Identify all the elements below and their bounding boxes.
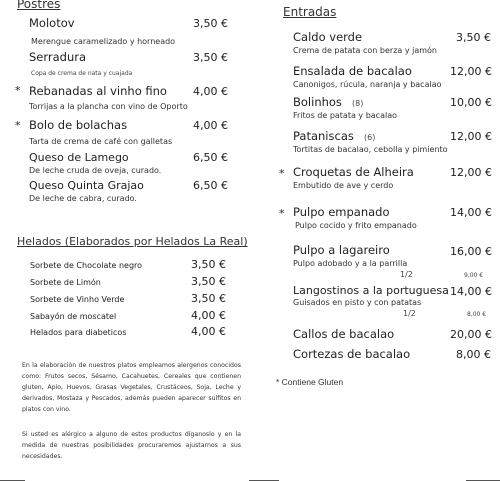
menu-item-price: 3,50 € [193,51,228,64]
helado-price: 4,00 € [191,325,226,338]
menu-item-desc: De leche cruda de oveja, curado. [29,166,162,175]
menu-item-price: 12,00 € [450,130,492,143]
half-portion-price: 9,00 € [464,272,484,279]
helado-price: 3,50 € [191,275,226,288]
gluten-footnote: * Contiene Gluten [276,377,344,387]
menu-item-desc: Canonigos, rúcula, naranja y bacalao [293,80,442,89]
menu-item-count: (6) [364,133,376,142]
menu-item-name: Pulpo a lagareiro [293,243,390,257]
postres-heading: Postres [17,0,61,11]
menu-item-name: Langostinos a la portuguesa [293,284,449,297]
menu-item-name: Caldo verde [293,30,363,44]
entradas-heading: Entradas [283,5,337,19]
menu-item-name: Bolo de bolachas [29,118,128,132]
menu-item-name: Serradura [29,50,87,64]
menu-item-price: 4,00 € [193,119,228,132]
menu-item-name: Callos de bacalao [293,327,395,341]
menu-item-price: 14,00 € [450,285,492,298]
menu-item-price: 16,00 € [450,245,492,258]
helado-name: Sorbete de Vinho Verde [30,295,125,304]
menu-item-name: Molotov [29,16,75,30]
menu-item-desc: De leche de cabra, curado. [29,194,137,203]
menu-item-price: 3,50 € [193,17,228,30]
menu-item-name: Cortezas de bacalao [293,347,411,361]
menu-item-name: Croquetas de Alheira [293,165,414,179]
menu-item-price: 14,00 € [450,206,492,219]
menu-item-desc: Torrijas a la plancha con vino de Oporto [29,102,188,111]
menu-item-name: Ensalada de bacalao [293,64,412,78]
menu-item-desc: Merengue caramelizado y horneado [31,37,176,46]
menu-item-price: 10,00 € [450,96,492,109]
menu-item-price: 4,00 € [193,85,228,98]
menu-item-desc: Guisados en pisto y con patatas [293,298,422,307]
gluten-star-icon: * [15,119,21,132]
helado-price: 3,50 € [191,258,226,271]
menu-item-desc: Tortitas de bacalao, cebolla y pimiento [293,145,448,154]
menu-item-desc: Tarta de crema de café con galletas [29,137,173,146]
half-portion-label: 1/2 [400,270,413,279]
helados-heading: Helados (Elaborados por Helados La Real) [17,235,248,248]
helado-name: Sorbete de Limón [30,278,101,287]
menu-item-desc: Crema de patata con berza y jamón [293,46,438,55]
helado-name: Sabayón de moscatel [30,312,117,321]
menu-item-name: Rebanadas al vinho fino [29,84,167,98]
gluten-star-icon: * [15,84,21,97]
menu-item-desc: Copa de crema de nata y cuajada [31,70,133,77]
helado-price: 3,50 € [191,292,226,305]
gluten-star-icon: * [279,167,285,180]
menu-item-name: Pataniscas [293,129,354,143]
menu-item-price: 8,00 € [456,348,491,361]
helado-name: Sorbete de Chocolate negro [30,261,143,270]
menu-item-desc: Embutido de ave y cerdo [293,181,394,190]
menu-item-price: 3,50 € [456,31,491,44]
allergy-advice-note: Si usted es alérgico a alguno de estos productos díganoslo y en la medida de nuestras posibilidades procuraremos ajustarnos a sus necesidades. [22,431,241,460]
menu-item-name: Pulpo empanado [293,205,390,219]
half-portion-price: 8,00 € [467,311,487,318]
menu-item-name: Bolinhos [293,95,342,109]
menu-item-name: Queso Quinta Grajao [29,179,144,192]
allergen-note: En la elaboración de nuestros platos empleamos alergenos conocidos como: Frutos secos, Sésamo, Cacahuetes, Cereales que contienen gluten, Apio, Huevos, Grasas Vegetales, Crustáceos, Soja, Leche y derivados, Mostaza y Pescados, además pueden aparecer sulfitos en platos con vino. [22,362,241,413]
helado-price: 4,00 € [191,309,226,322]
menu-item-name: Queso de Lamego [29,151,129,164]
menu-item-desc: Pulpo cocido y frito empanado [295,221,417,230]
menu-item-price: 12,00 € [450,166,492,179]
menu-item-desc: Pulpo adobado y a la parrilla [293,259,408,268]
gluten-star-icon: * [279,207,285,220]
half-portion-label: 1/2 [403,309,416,318]
menu-item-count: (8) [352,99,364,108]
menu-item-price: 12,00 € [450,65,492,78]
menu-item-desc: Fritos de patata y bacalao [293,111,397,120]
menu-item-price: 6,50 € [193,151,228,164]
helado-name: Helados para diabeticos [30,328,127,337]
menu-item-price: 6,50 € [193,179,228,192]
menu-item-price: 20,00 € [450,328,492,341]
